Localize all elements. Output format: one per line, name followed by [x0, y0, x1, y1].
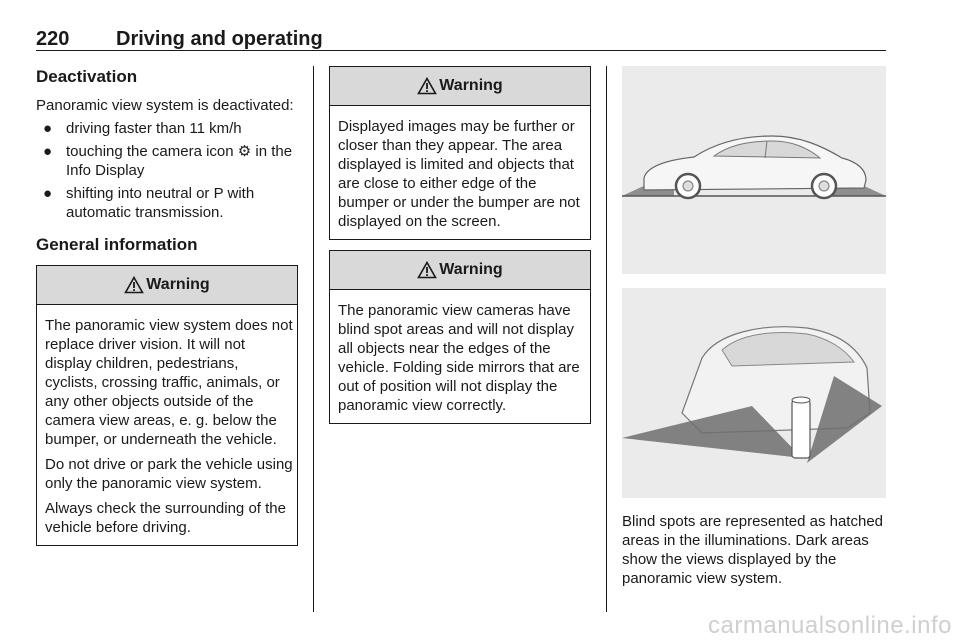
warning-text: Displayed images may be further or closer than they appear. The area displayed is limited and objects that are close to either edge of the bumper or under the bumper are not displayed on the screen. [338, 118, 580, 230]
car-side-icon [622, 66, 886, 274]
column-divider [313, 66, 314, 612]
warning-header [330, 67, 590, 106]
camera-icon: ⚙ [237, 143, 252, 160]
warning-icon [124, 276, 144, 294]
warning-title: Warning [439, 77, 503, 94]
illustration-caption: Blind spots are represented as hatched areas in the illuminations. Dark areas show the views displayed by the panoramic view system. [622, 513, 883, 587]
chapter-title: Driving and operating [116, 28, 323, 50]
bullet-icon: ● [43, 143, 53, 160]
list-item: ● touching the camera icon ⚙ in the Info Display [43, 143, 293, 179]
warning-text: The panoramic view cameras have blind spot areas and will not display all objects near the edges of the vehicle. Folding side mirrors that are out of position will not display the panoramic view correctly. [338, 302, 580, 414]
warning-box [36, 265, 298, 546]
list-item: ● shifting into neutral or P with automatic transmission. [43, 185, 255, 221]
warning-text: Do not drive or park the vehicle using only the panoramic view system. [45, 456, 293, 492]
section-title-general: General information [36, 235, 198, 254]
column-3 [622, 66, 886, 588]
side-view-illustration [622, 66, 886, 274]
bullet-icon: ● [43, 185, 53, 202]
front-view-illustration [622, 288, 886, 498]
warning-header [37, 266, 297, 305]
section-title-deactivation: Deactivation [36, 67, 138, 86]
column-divider [606, 66, 607, 612]
warning-box [329, 66, 591, 240]
warning-header [330, 251, 590, 290]
warning-icon [417, 261, 437, 279]
warning-body [330, 290, 590, 423]
car-front-icon [622, 288, 886, 498]
column-2 [329, 66, 591, 424]
deactivation-list [36, 119, 298, 222]
deactivation-intro: Panoramic view system is deactivated: [36, 97, 294, 114]
warning-text: The panoramic view system does not replace driver vision. It will not display children, pedestrians, cyclists, crossing traffic, animals, or any other objects outside of the camera view areas, e. g. below the bumper, or underneath the vehicle. [45, 317, 293, 448]
page-header [36, 28, 886, 51]
warning-body [330, 106, 590, 239]
warning-title: Warning [146, 276, 210, 293]
warning-box [329, 250, 591, 424]
list-item: ● driving faster than 11 km/h [43, 120, 242, 137]
warning-title: Warning [439, 261, 503, 278]
warning-text: Always check the surrounding of the vehicle before driving. [45, 500, 286, 536]
column-1 [36, 66, 298, 546]
watermark: carmanualsonline.info [708, 612, 952, 639]
page-number: 220 [36, 28, 70, 50]
bullet-icon: ● [43, 120, 53, 137]
warning-icon [417, 77, 437, 95]
warning-body [37, 305, 297, 545]
